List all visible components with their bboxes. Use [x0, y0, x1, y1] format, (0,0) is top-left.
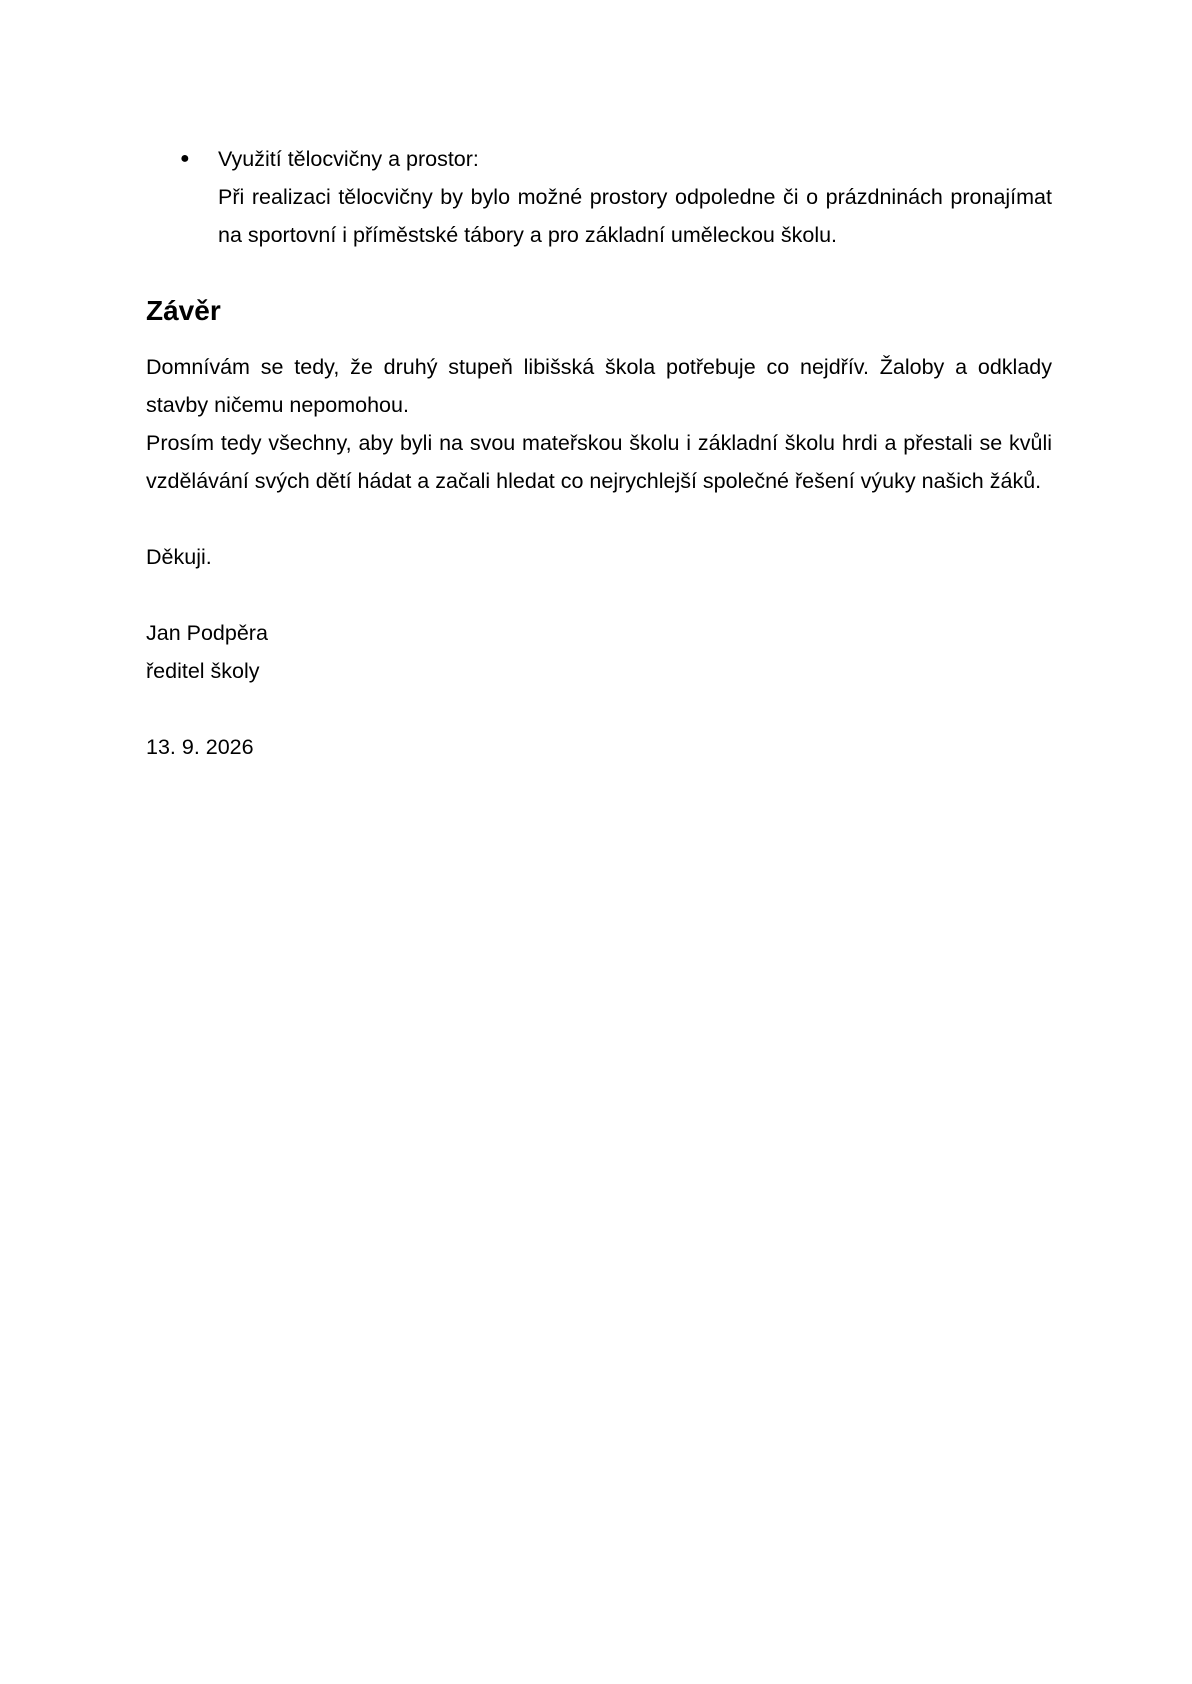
bullet-title: Využití tělocvičny a prostor: [218, 147, 479, 171]
bullet-item [146, 140, 1052, 254]
conclusion-paragraph-1: Domnívám se tedy, že druhý stupeň libišská škola potřebuje co nejdřív. Žaloby a odklady stavby ničemu nepomohou. [146, 355, 1052, 417]
bullet-body: Při realizaci tělocvičny by bylo možné prostory odpoledne či o prázdninách pronajímat na sportovní i příměstské tábory a pro základní uměleckou školu. [218, 185, 1052, 247]
conclusion-paragraph-2: Prosím tedy všechny, aby byli na svou mateřskou školu i základní školu hrdi a přestali se kvůli vzdělávání svých dětí hádat a začali hledat co nejrychlejší společné řešení výuky našich žáků. [146, 431, 1052, 493]
signer-name: Jan Podpěra [146, 621, 268, 645]
document-page [146, 140, 1052, 766]
bullet-icon: ● [180, 150, 190, 167]
thanks-text: Děkuji. [146, 545, 212, 569]
document-date: 13. 9. 2026 [146, 735, 254, 759]
signer-role: ředitel školy [146, 659, 260, 683]
section-heading: Závěr [146, 295, 221, 326]
